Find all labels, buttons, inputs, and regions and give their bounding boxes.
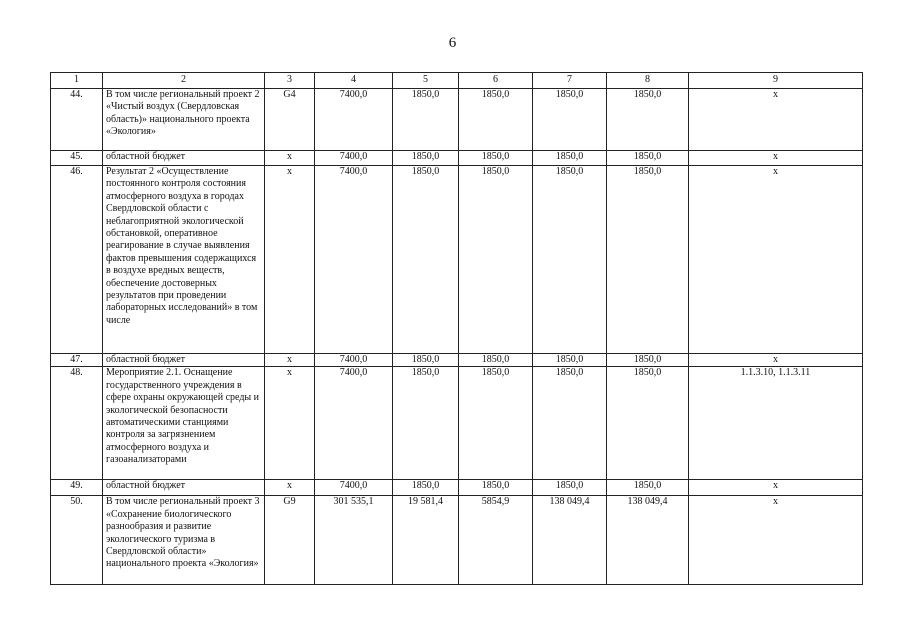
table-row [51, 367, 863, 480]
header-col-4: 4 [315, 73, 393, 89]
row-year-4: 138 049,4 [607, 496, 689, 585]
header-row [51, 73, 863, 89]
row-year-3: 1850,0 [533, 354, 607, 367]
row-note: х [689, 151, 863, 166]
row-total: 7400,0 [315, 480, 393, 496]
header-col-1: 1 [51, 73, 103, 89]
row-year-4: 1850,0 [607, 166, 689, 354]
row-year-2: 1850,0 [459, 151, 533, 166]
table-row [51, 496, 863, 585]
row-total: 7400,0 [315, 354, 393, 367]
row-name: В том числе региональный проект 3 «Сохранение биологического разнообразия и развитие экологического туризма в Свердловской области» национального проекта «Экология» [103, 496, 265, 585]
budget-table [50, 72, 863, 585]
row-name: областной бюджет [103, 480, 265, 496]
table-row [51, 89, 863, 151]
row-code: х [265, 354, 315, 367]
row-year-2: 1850,0 [459, 367, 533, 480]
row-total: 7400,0 [315, 367, 393, 480]
row-note: х [689, 496, 863, 585]
row-year-4: 1850,0 [607, 354, 689, 367]
row-year-1: 1850,0 [393, 367, 459, 480]
header-col-8: 8 [607, 73, 689, 89]
row-year-2: 1850,0 [459, 166, 533, 354]
table-row [51, 166, 863, 354]
row-number: 44. [51, 89, 103, 151]
row-code: х [265, 151, 315, 166]
row-year-1: 1850,0 [393, 480, 459, 496]
row-number: 50. [51, 496, 103, 585]
row-code: х [265, 166, 315, 354]
row-year-2: 5854,9 [459, 496, 533, 585]
row-name: областной бюджет [103, 354, 265, 367]
row-year-3: 1850,0 [533, 367, 607, 480]
row-code: G9 [265, 496, 315, 585]
row-number: 46. [51, 166, 103, 354]
row-code: х [265, 480, 315, 496]
row-number: 45. [51, 151, 103, 166]
table-header [51, 73, 863, 89]
row-note: х [689, 480, 863, 496]
header-col-9: 9 [689, 73, 863, 89]
header-col-3: 3 [265, 73, 315, 89]
row-year-1: 1850,0 [393, 89, 459, 151]
row-number: 48. [51, 367, 103, 480]
header-col-7: 7 [533, 73, 607, 89]
table-row [51, 354, 863, 367]
header-col-2: 2 [103, 73, 265, 89]
header-col-6: 6 [459, 73, 533, 89]
row-year-1: 1850,0 [393, 354, 459, 367]
page-number: 6 [448, 35, 457, 51]
row-total: 301 535,1 [315, 496, 393, 585]
row-year-3: 1850,0 [533, 480, 607, 496]
row-year-3: 1850,0 [533, 166, 607, 354]
row-name: В том числе региональный проект 2 «Чистый воздух (Свердловская область)» национального проекта «Экология» [103, 89, 265, 151]
row-name: Мероприятие 2.1. Оснащение государственного учреждения в сфере охраны окружающей среды и экологической безопасности автоматическими станциями контроля за загрязнением атмосферного воздуха и газоанализаторами [103, 367, 265, 480]
row-number: 49. [51, 480, 103, 496]
row-code: х [265, 367, 315, 480]
row-year-1: 1850,0 [393, 166, 459, 354]
row-year-3: 1850,0 [533, 151, 607, 166]
row-year-4: 1850,0 [607, 89, 689, 151]
table-row [51, 480, 863, 496]
row-note: х [689, 354, 863, 367]
row-total: 7400,0 [315, 151, 393, 166]
row-year-2: 1850,0 [459, 354, 533, 367]
header-col-5: 5 [393, 73, 459, 89]
row-name: областной бюджет [103, 151, 265, 166]
row-total: 7400,0 [315, 89, 393, 151]
row-year-3: 138 049,4 [533, 496, 607, 585]
row-year-3: 1850,0 [533, 89, 607, 151]
row-code: G4 [265, 89, 315, 151]
row-year-1: 19 581,4 [393, 496, 459, 585]
row-year-4: 1850,0 [607, 367, 689, 480]
row-year-4: 1850,0 [607, 151, 689, 166]
row-note: х [689, 89, 863, 151]
row-note: х [689, 166, 863, 354]
row-total: 7400,0 [315, 166, 393, 354]
row-year-2: 1850,0 [459, 89, 533, 151]
row-name: Результат 2 «Осуществление постоянного контроля состояния атмосферного воздуха в городах Свердловской области с неблагоприятной экологической обстановкой, оперативное реагирование в случае выявления фактов превышения содержащихся в воздухе вредных веществ, обеспечение достоверных результатов при проведении лабораторных исследований» в том числе [103, 166, 265, 354]
table-row [51, 151, 863, 166]
row-number: 47. [51, 354, 103, 367]
row-note: 1.1.3.10, 1.1.3.11 [689, 367, 863, 480]
table-body [51, 89, 863, 585]
row-year-1: 1850,0 [393, 151, 459, 166]
row-year-4: 1850,0 [607, 480, 689, 496]
row-year-2: 1850,0 [459, 480, 533, 496]
